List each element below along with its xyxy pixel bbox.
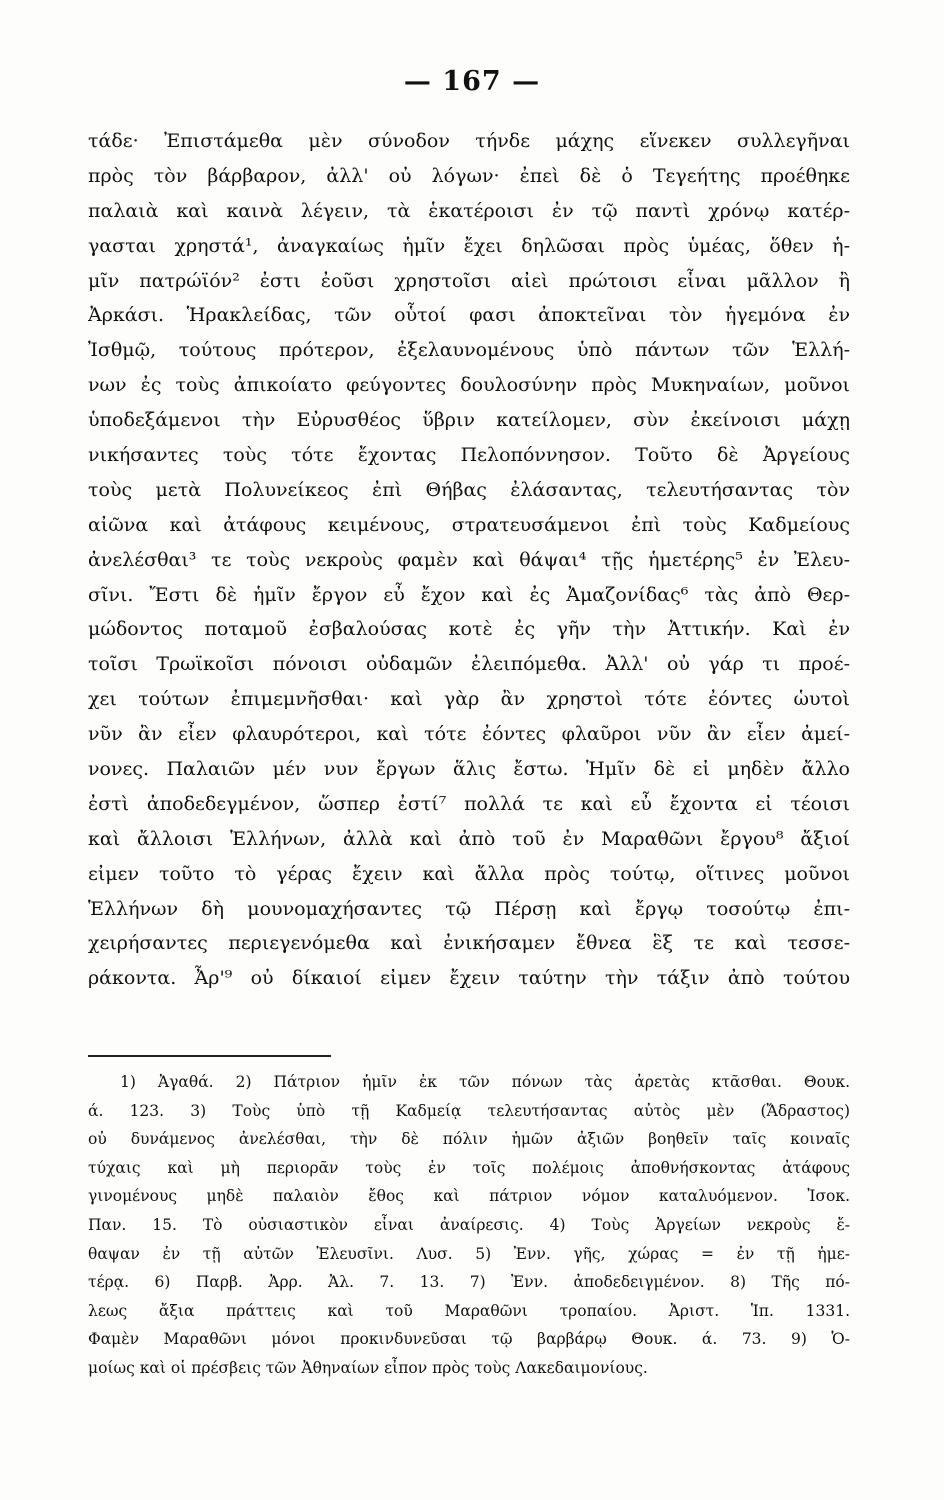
text-line: Ἀρκάσι. Ἡρακλείδας, τῶν οὗτοί φασι ἀποκτεῖναι τὸν ἡγεμόνα ἐν	[88, 304, 850, 327]
text-line: ὑποδεξάμενοι τὴν Εὐρυσθέος ὕβριν κατείλομεν, σὺν ἐκείνοισι μάχῃ	[88, 409, 850, 432]
footnote-line: Φαμὲν Μαραθῶνι μόνοι προκινδυνεῦσαι τῷ βαρβάρῳ Θουκ. ά. 73. 9) Ὁ-	[88, 1330, 850, 1349]
footnote-line: θαψαν ἐν τῇ αὐτῶν Ἐλευσῖνι. Λυσ. 5) Ἐνν. γῆς, χώρας = ἐν τῇ ἡμε-	[88, 1244, 850, 1263]
text-line: παλαιὰ καὶ καινὰ λέγειν, τὰ ἑκατέροισι ἐν τῷ παντὶ χρόνῳ κατέρ-	[88, 199, 850, 222]
text-line: τοῖσι Τρωϊκοῖσι πόνοισι οὐδαμῶν ἐλειπόμεθα. Ἀλλ' οὐ γάρ τι προέ-	[88, 653, 850, 676]
text-line: Ἑλλήνων δὴ μουνομαχήσαντες τῷ Πέρσῃ καὶ ἔργῳ τοσούτῳ ἐπι-	[88, 897, 850, 920]
text-line: νικήσαντες τοὺς τότε ἔχοντας Πελοπόννησον. Τοῦτο δὲ Ἀργείους	[88, 444, 850, 467]
footnote-line: γινομένους μηδὲ παλαιὸν ἔθος καὶ πάτριον νόμον καταλυόμενον. Ἰσοκ.	[88, 1187, 850, 1206]
footnote-line: οὐ δυνάμενος ἀνελέσθαι, τὴν δὲ πόλιν ἡμῶν ἀξιῶν βοηθεῖν ταῖς κοιναῖς	[88, 1130, 850, 1149]
text-line: μῖν πατρώϊόν² ἐστι ἐοῦσι χρηστοῖσι αἰεὶ πρώτοισι εἶναι μᾶλλον ἢ	[88, 269, 850, 292]
page-number: — 167 —	[403, 66, 541, 97]
footnotes	[88, 1068, 850, 1383]
main-text	[88, 124, 850, 996]
text-line: νων ἐς τοὺς ἀπικοίατο φεύγοντες δουλοσύνην πρὸς Μυκηναίων, μοῦνοι	[88, 374, 850, 397]
footnote-line: τέρᾳ. 6) Παρβ. Ἀρρ. Ἀλ. 7. 13. 7) Ἐνν. ἀποδεδειγμένον. 8) Τῆς πό-	[88, 1273, 850, 1292]
footnote-line: ά. 123. 3) Τοὺς ὑπὸ τῇ Καδμείᾳ τελευτήσαντας αὐτὸς μὲν (Ἄδραστος)	[88, 1101, 850, 1120]
text-line: τάδε· Ἐπιστάμεθα μὲν σύνοδον τήνδε μάχης εἵνεκεν συλλεγῆναι	[88, 130, 850, 152]
text-line: μώδοντος ποταμοῦ ἐσβαλούσας κοτὲ ἐς γῆν τὴν Ἀττικήν. Καὶ ἐν	[88, 618, 850, 641]
text-line: καὶ ἄλλοισι Ἑλλήνων, ἀλλὰ καὶ ἀπὸ τοῦ ἐν Μαραθῶνι ἔργου⁸ ἄξιοί	[88, 827, 850, 850]
footnote-line: 1) Ἀγαθά. 2) Πάτριον ἡμῖν ἐκ τῶν πόνων τὰς ἀρετὰς κτᾶσθαι. Θουκ.	[120, 1073, 850, 1091]
text-line: αἰῶνα καὶ ἀτάφους κειμένους, στρατευσάμενοι ἐπὶ τοὺς Καδμείους	[88, 513, 850, 536]
footnote-line: τύχαις καὶ μὴ περιορᾶν τοὺς ἐν τοῖς πολέμοις ἀποθνήσκοντας ἀτάφους	[88, 1158, 850, 1177]
text-line: ἐστὶ ἀποδεδεγμένον, ὥσπερ ἐστί⁷ πολλά τε καὶ εὖ ἔχοντα εἰ τέοισι	[88, 792, 850, 815]
text-line: χειρήσαντες περιεγενόμεθα καὶ ἐνικήσαμεν ἔθνεα ἓξ τε καὶ τεσσε-	[88, 932, 850, 955]
footnote-line: μοίως καὶ οἱ πρέσβεις τῶν Ἀθηναίων εἶπον πρὸς τοὺς Λακεδαιμονίους.	[88, 1358, 648, 1377]
text-line: πρὸς τὸν βάρβαρον, ἀλλ' οὐ λόγων· ἐπεὶ δὲ ὁ Τεγεήτης προέθηκε	[88, 164, 850, 187]
text-line: ἀνελέσθαι³ τε τοὺς νεκροὺς φαμὲν καὶ θάψαι⁴ τῇς ἡμετέρης⁵ ἐν Ἐλευ-	[88, 548, 850, 571]
text-line: νῦν ἂν εἶεν φλαυρότεροι, καὶ τότε ἐόντες φλαῦροι νῦν ἂν εἶεν ἀμεί-	[88, 723, 850, 746]
footnote-divider	[88, 1055, 331, 1057]
text-line: γασται χρηστά¹, ἀναγκαίως ἡμῖν ἔχει δηλῶσαι πρὸς ὑμέας, ὅθεν ἡ-	[88, 234, 850, 257]
text-line: ράκοντα. Ἆρ'⁹ οὐ δίκαιοί εἰμεν ἔχειν ταύτην τὴν τάξιν ἀπὸ τούτου	[88, 967, 850, 990]
text-line: σῖνι. Ἔστι δὲ ἡμῖν ἔργον εὖ ἔχον καὶ ἐς Ἀμαζονίδας⁶ τὰς ἀπὸ Θερ-	[88, 583, 850, 606]
text-line: χει τούτων ἐπιμεμνῆσθαι· καὶ γὰρ ἂν χρηστοὶ τότε ἐόντες ὡυτοὶ	[88, 688, 850, 711]
footnote-line: λεως ἄξια πράττεις καὶ τοῦ Μαραθῶνι τροπαίου. Ἀριστ. Ἱπ. 1331.	[88, 1301, 850, 1320]
text-line: τοὺς μετὰ Πολυνείκεος ἐπὶ Θήβας ἐλάσαντας, τελευτήσαντας τὸν	[88, 478, 850, 501]
footnote-line: Παν. 15. Τὸ οὐσιαστικὸν εἶναι ἀναίρεσις. 4) Τοὺς Ἀργείων νεκροὺς ἔ-	[88, 1215, 850, 1234]
text-line: νονες. Παλαιῶν μέν νυν ἔργων ἅλις ἔστω. Ἡμῖν δὲ εἰ μηδὲν ἄλλο	[88, 758, 850, 781]
text-line: Ἰσθμῷ, τούτους πρότερον, ἐξελαυνομένους ὑπὸ πάντων τῶν Ἑλλή-	[88, 339, 850, 362]
text-line: εἰμεν τοῦτο τὸ γέρας ἔχειν καὶ ἄλλα πρὸς τούτῳ, οἵτινες μοῦνοι	[88, 862, 850, 885]
